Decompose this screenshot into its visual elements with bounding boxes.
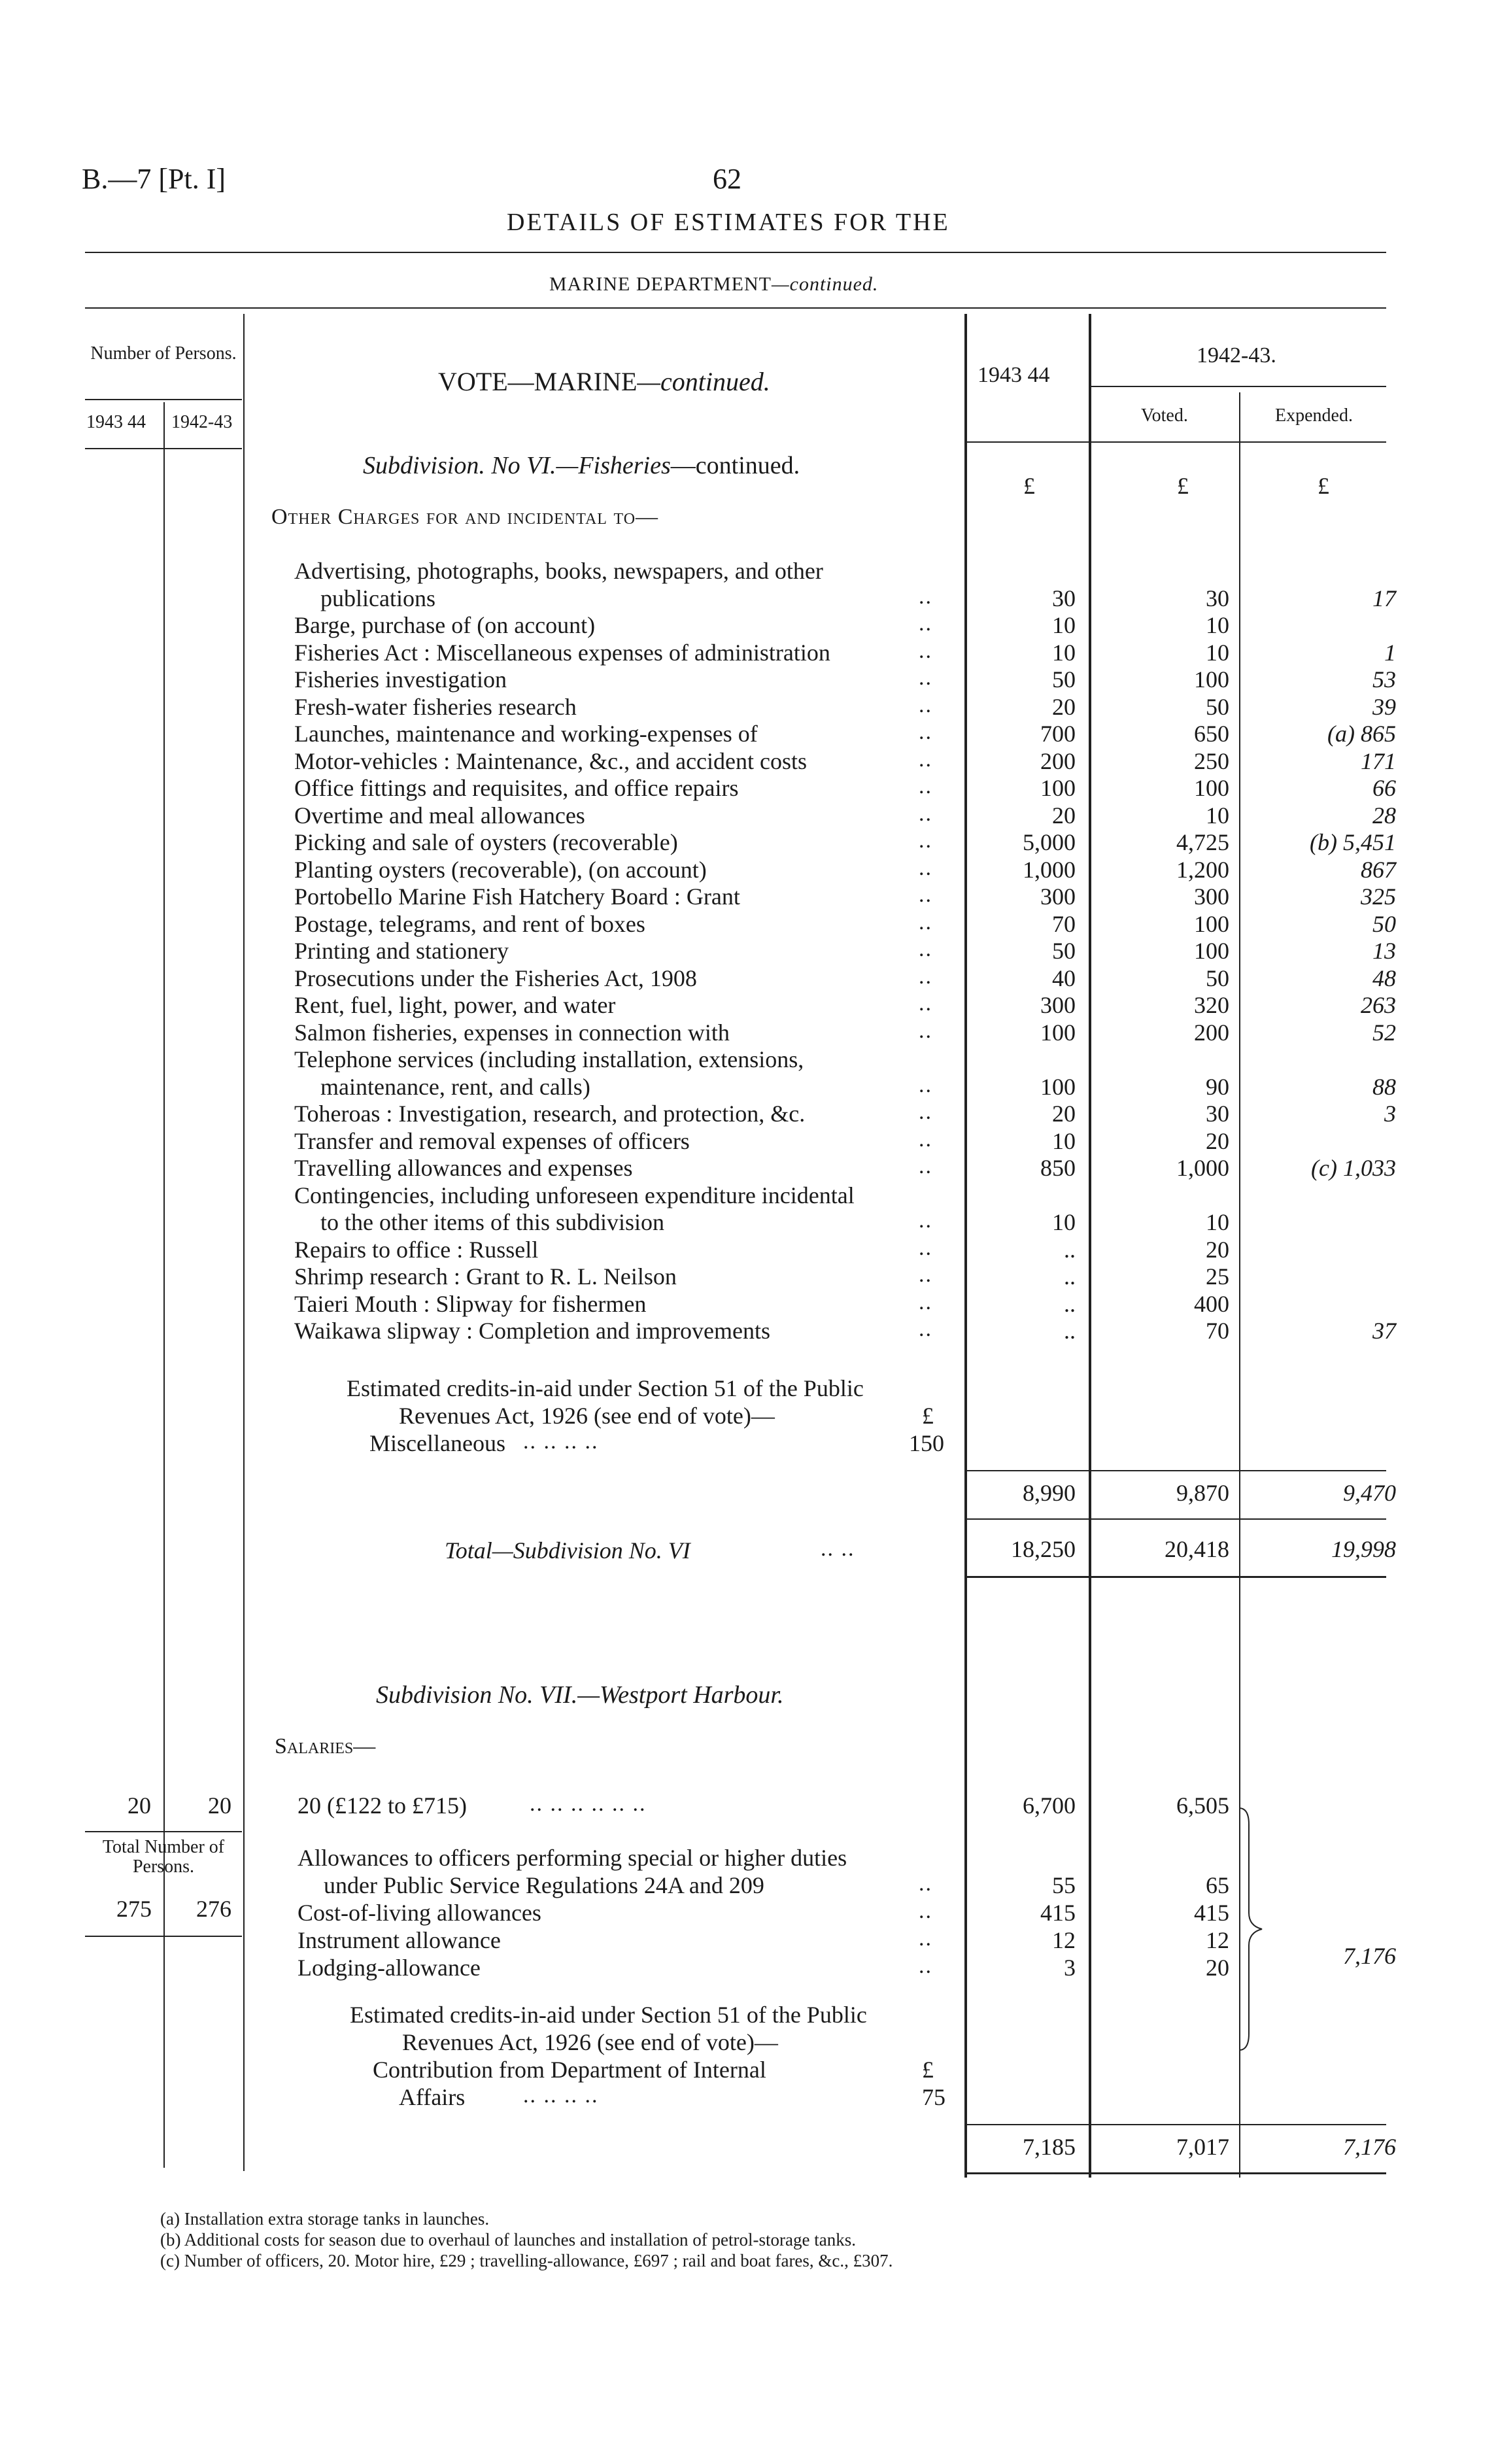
item-description: Contingencies, including unforeseen expenditure incidental: [294, 1182, 855, 1208]
expended-amount: 17: [1372, 585, 1396, 611]
leader-dots: ..: [919, 964, 932, 989]
voted-amount: 10: [1206, 612, 1229, 638]
amount-column-divider: [1089, 314, 1091, 2178]
estimate-1943: 850: [1040, 1155, 1076, 1181]
item-description: Lodging-allowance: [298, 1955, 481, 1981]
estimate-1943: 1,000: [1023, 856, 1076, 883]
item-description: Transfer and removal expenses of officers: [294, 1127, 690, 1154]
persons-year-1942: 1942-43: [171, 412, 233, 432]
voted-amount: 10: [1206, 1209, 1229, 1235]
voted-amount: 10: [1206, 639, 1229, 666]
other-charges-heading: Other Charges for and incidental to—: [271, 505, 659, 529]
estimate-1943: 300: [1040, 883, 1076, 910]
voted-amount: 65: [1206, 1872, 1229, 1898]
estimate-1943: ..: [1064, 1290, 1076, 1317]
estimate-1943: 10: [1052, 612, 1076, 638]
sum-1943: 8,990: [1023, 1480, 1076, 1506]
footnote-a: (a) Installation extra storage tanks in launches.: [160, 2209, 490, 2229]
estimate-year-header: 1943 44: [978, 363, 1050, 387]
voted-amount: 50: [1206, 965, 1229, 991]
voted-amount: 100: [1194, 666, 1229, 693]
voted-amount: 320: [1194, 992, 1229, 1018]
voted-amount: 650: [1194, 721, 1229, 747]
credits-line-3: Miscellaneous: [369, 1430, 505, 1456]
item-description-continued: to the other items of this subdivision: [320, 1209, 664, 1235]
total-number-of-persons: Total Number of Persons.: [102, 1837, 225, 1877]
total-1943: 18,250: [1011, 1536, 1076, 1562]
item-description: Fisheries investigation: [294, 666, 507, 693]
voted-amount: 20: [1206, 1955, 1229, 1981]
item-description: Cost-of-living allowances: [298, 1900, 541, 1926]
credits-line-2: Revenues Act, 1926 (see end of vote)—: [399, 1403, 775, 1429]
voted-amount: 25: [1206, 1263, 1229, 1290]
estimate-1943: 5,000: [1023, 829, 1076, 855]
voted-amount: 100: [1194, 938, 1229, 964]
item-description: Portobello Marine Fish Hatchery Board : Grant: [294, 883, 740, 910]
expended-amount: 53: [1372, 666, 1396, 693]
item-description: Fisheries Act : Miscellaneous expenses of administration: [294, 639, 830, 666]
item-description: Barge, purchase of (on account): [294, 612, 596, 638]
item-description-continued: under Public Service Regulations 24A and 209: [324, 1872, 764, 1898]
item-description: Allowances to officers performing special or higher duties: [298, 1845, 847, 1871]
voted-amount: 30: [1206, 585, 1229, 611]
item-description-continued: maintenance, rent, and calls): [320, 1073, 590, 1100]
rule: [964, 441, 1386, 443]
total-persons-1943: 275: [116, 1896, 152, 1922]
sum-expended: 9,470: [1343, 1480, 1396, 1506]
leader-dots: ..: [919, 801, 932, 826]
voted-header: Voted.: [1141, 405, 1188, 426]
estimate-1943: 20: [1052, 802, 1076, 829]
expended-amount: 28: [1372, 802, 1396, 829]
estimate-1943: ..: [1064, 1318, 1076, 1344]
leader-dots: ..: [919, 1127, 932, 1152]
header-rule: [85, 252, 1386, 253]
item-description: Shrimp research : Grant to R. L. Neilson: [294, 1263, 677, 1290]
number-of-persons-header: Number of Persons.: [90, 343, 237, 364]
salaries-voted: 6,505: [1176, 1792, 1229, 1819]
estimate-1943: 20: [1052, 693, 1076, 720]
voted-amount: 100: [1194, 910, 1229, 937]
voted-amount: 70: [1206, 1318, 1229, 1344]
sum-1943: 7,185: [1023, 2134, 1076, 2160]
item-description: Picking and sale of oysters (recoverable): [294, 829, 678, 855]
voted-amount: 250: [1194, 747, 1229, 774]
leader-dots: ..: [919, 666, 932, 690]
description-left-border: [243, 314, 245, 2171]
leader-dots: ..: [919, 1208, 932, 1233]
total-expended: 19,998: [1331, 1536, 1396, 1562]
credits-pound: £: [922, 1403, 934, 1429]
leader-dots: ..: [919, 1100, 932, 1124]
brace-bracket: [1236, 1805, 1275, 2053]
item-description: Taieri Mouth : Slipway for fishermen: [294, 1290, 647, 1317]
leader-dots: .. .. .. ..: [523, 2083, 599, 2108]
bracket-total-expended: 7,176: [1343, 1943, 1396, 1969]
leader-dots: ..: [919, 611, 932, 636]
leader-dots: ..: [919, 1018, 932, 1043]
leader-dots: ..: [919, 1899, 932, 1923]
estimate-1943: 10: [1052, 639, 1076, 666]
leader-dots: ..: [919, 1154, 932, 1178]
item-description: Motor-vehicles : Maintenance, &c., and accident costs: [294, 747, 808, 774]
estimate-1943: 12: [1052, 1927, 1076, 1953]
item-description: Office fittings and requisites, and office repairs: [294, 775, 739, 801]
leader-dots: ..: [919, 855, 932, 880]
item-description: Travelling allowances and expenses: [294, 1155, 633, 1181]
rule: [85, 448, 242, 449]
table-top-rule: [85, 307, 1386, 309]
credits-line-2: Revenues Act, 1926 (see end of vote)—: [402, 2029, 778, 2055]
leader-dots: .. .. .. ..: [523, 1429, 599, 1454]
voted-amount: 20: [1206, 1236, 1229, 1263]
item-description-continued: publications: [320, 585, 435, 611]
rule: [964, 1470, 1386, 1471]
rule: [964, 1518, 1386, 1520]
expended-amount: 867: [1361, 856, 1396, 883]
persons-1943: 20: [128, 1792, 151, 1819]
expended-header: Expended.: [1275, 405, 1353, 426]
item-description: Salmon fisheries, expenses in connection with: [294, 1019, 730, 1046]
leader-dots: ..: [919, 910, 932, 934]
leader-dots: ..: [919, 1263, 932, 1287]
voted-amount: 90: [1206, 1073, 1229, 1100]
total-voted: 20,418: [1165, 1536, 1229, 1562]
estimate-1943: 55: [1052, 1872, 1076, 1898]
leader-dots: ..: [919, 829, 932, 853]
item-description: Toheroas : Investigation, research, and protection, &c.: [294, 1101, 806, 1127]
department-heading: MARINE DEPARTMENT—continued.: [549, 273, 879, 295]
pound-symbol: £: [1318, 473, 1329, 499]
expended-amount: (a) 865: [1327, 721, 1396, 747]
rule: [964, 2124, 1386, 2125]
rule: [85, 1936, 242, 1937]
rule: [85, 399, 242, 400]
estimate-1943: 10: [1052, 1127, 1076, 1154]
rule: [964, 1576, 1386, 1578]
item-description: Prosecutions under the Fisheries Act, 1908: [294, 965, 697, 991]
salaries-1943: 6,700: [1023, 1792, 1076, 1819]
expended-amount: (b) 5,451: [1310, 829, 1396, 855]
voted-amount: 100: [1194, 775, 1229, 801]
rule: [85, 1831, 242, 1832]
total-subdivision-vi-label: Total—Subdivision No. VI: [445, 1537, 690, 1564]
leader-dots: ..: [919, 883, 932, 907]
expended-amount: 325: [1361, 883, 1396, 910]
voted-amount: 1,200: [1176, 856, 1229, 883]
item-description: Launches, maintenance and working-expenses of: [294, 721, 758, 747]
expended-amount: 171: [1361, 747, 1396, 774]
estimate-1943: ..: [1064, 1263, 1076, 1290]
item-description: Planting oysters (recoverable), (on account): [294, 856, 707, 883]
page-number: 62: [713, 163, 741, 195]
rule: [964, 2172, 1386, 2174]
estimate-1943: 40: [1052, 965, 1076, 991]
persons-1942: 20: [208, 1792, 231, 1819]
footnote-b: (b) Additional costs for season due to overhaul of launches and installation of petrol-storage tanks.: [160, 2230, 856, 2250]
vote-title: VOTE—MARINE—continued.: [438, 367, 770, 396]
sum-voted: 9,870: [1176, 1480, 1229, 1506]
expended-amount: 48: [1372, 965, 1396, 991]
expended-amount: (c) 1,033: [1311, 1155, 1396, 1181]
leader-dots: ..: [919, 1235, 932, 1260]
leader-dots: ..: [919, 693, 932, 717]
voted-amount: 300: [1194, 883, 1229, 910]
voted-amount: 200: [1194, 1019, 1229, 1046]
leader-dots: ..: [919, 584, 932, 609]
item-description: Waikawa slipway : Completion and improvements: [294, 1318, 770, 1344]
leader-dots: ..: [919, 720, 932, 744]
credits-pound: £: [922, 2057, 934, 2083]
estimate-1943: 415: [1040, 1900, 1076, 1926]
voted-amount: 1,000: [1176, 1155, 1229, 1181]
leader-dots: ..: [919, 1072, 932, 1097]
credits-line-3: Contribution from Department of Internal: [373, 2057, 766, 2083]
prior-year-header: 1942-43.: [1197, 343, 1276, 368]
item-description: Advertising, photographs, books, newspapers, and other: [294, 558, 823, 584]
pound-symbol: £: [1023, 473, 1035, 499]
pound-symbol: £: [1177, 473, 1189, 499]
page-title: DETAILS OF ESTIMATES FOR THE: [507, 209, 950, 236]
estimate-1943: 100: [1040, 1019, 1076, 1046]
subdivision-vi-title: Subdivision. No VI.—Fisheries—continued.: [363, 452, 800, 479]
voted-amount: 10: [1206, 802, 1229, 829]
estimate-1943: 30: [1052, 585, 1076, 611]
leader-dots: ..: [919, 937, 932, 961]
item-description: Telephone services (including installation, extensions,: [294, 1046, 804, 1072]
voted-amount: 415: [1194, 1900, 1229, 1926]
leader-dots: .. .. .. .. .. ..: [530, 1792, 647, 1816]
estimate-1943: 50: [1052, 666, 1076, 693]
expended-amount: 13: [1372, 938, 1396, 964]
leader-dots: ..: [919, 747, 932, 772]
footnote-c: (c) Number of officers, 20. Motor hire, £29 ; travelling-allowance, £697 ; rail and boat fares, &c., £307.: [160, 2251, 893, 2270]
leader-dots: .. ..: [821, 1537, 855, 1561]
expended-amount: 3: [1384, 1101, 1396, 1127]
item-description: Rent, fuel, light, power, and water: [294, 992, 616, 1018]
voted-amount: 4,725: [1176, 829, 1229, 855]
credits-amount: 75: [922, 2084, 945, 2110]
persons-year-1943: 1943 44: [86, 412, 146, 432]
item-description: Overtime and meal allowances: [294, 802, 585, 829]
expended-amount: 66: [1372, 775, 1396, 801]
leader-dots: ..: [919, 1954, 932, 1978]
leader-dots: ..: [919, 1872, 932, 1896]
rule: [1090, 386, 1386, 387]
leader-dots: ..: [919, 991, 932, 1016]
item-description: Fresh-water fisheries research: [294, 693, 577, 720]
estimate-1943: 10: [1052, 1209, 1076, 1235]
credits-line-1: Estimated credits-in-aid under Section 51 of the Public: [347, 1375, 864, 1401]
estimate-1943: 200: [1040, 747, 1076, 774]
credits-line-4: Affairs: [399, 2084, 466, 2110]
salaries-heading: Salaries—: [275, 1734, 376, 1758]
expended-amount: 1: [1384, 639, 1396, 666]
item-description: Instrument allowance: [298, 1927, 501, 1953]
leader-dots: ..: [919, 1290, 932, 1314]
estimate-1943: 50: [1052, 938, 1076, 964]
expended-amount: 50: [1372, 910, 1396, 937]
voted-amount: 30: [1206, 1101, 1229, 1127]
expended-amount: 52: [1372, 1019, 1396, 1046]
item-description: Printing and stationery: [294, 938, 509, 964]
estimate-1943: ..: [1064, 1236, 1076, 1263]
voted-amount: 20: [1206, 1127, 1229, 1154]
leader-dots: ..: [919, 638, 932, 663]
estimate-1943: 3: [1064, 1955, 1076, 1981]
estimate-1943: 70: [1052, 910, 1076, 937]
subdivision-vii-title: Subdivision No. VII.—Westport Harbour.: [376, 1681, 784, 1709]
leader-dots: ..: [919, 1926, 932, 1951]
estimate-1943: 300: [1040, 992, 1076, 1018]
amount-column-left-border: [964, 314, 967, 2178]
estimate-1943: 700: [1040, 721, 1076, 747]
credits-line-1: Estimated credits-in-aid under Section 51 of the Public: [350, 2002, 867, 2028]
expended-amount: 37: [1372, 1318, 1396, 1344]
estimate-1943: 100: [1040, 775, 1076, 801]
persons-column-divider: [163, 402, 165, 2168]
sum-expended: 7,176: [1343, 2134, 1396, 2160]
leader-dots: ..: [919, 774, 932, 798]
item-description: Repairs to office : Russell: [294, 1236, 539, 1263]
salaries-row: 20 (£122 to £715): [298, 1792, 467, 1819]
expended-amount: 88: [1372, 1073, 1396, 1100]
leader-dots: ..: [919, 1317, 932, 1341]
item-description: Postage, telegrams, and rent of boxes: [294, 910, 645, 937]
total-persons-1942: 276: [196, 1896, 231, 1922]
document-reference: B.—7 [Pt. I]: [82, 163, 226, 195]
sum-voted: 7,017: [1176, 2134, 1229, 2160]
estimate-1943: 20: [1052, 1101, 1076, 1127]
expended-amount: 263: [1361, 992, 1396, 1018]
voted-amount: 12: [1206, 1927, 1229, 1953]
expended-amount: 39: [1372, 693, 1396, 720]
estimate-1943: 100: [1040, 1073, 1076, 1100]
voted-amount: 400: [1194, 1290, 1229, 1317]
credits-amount: 150: [909, 1430, 944, 1456]
voted-amount: 50: [1206, 693, 1229, 720]
